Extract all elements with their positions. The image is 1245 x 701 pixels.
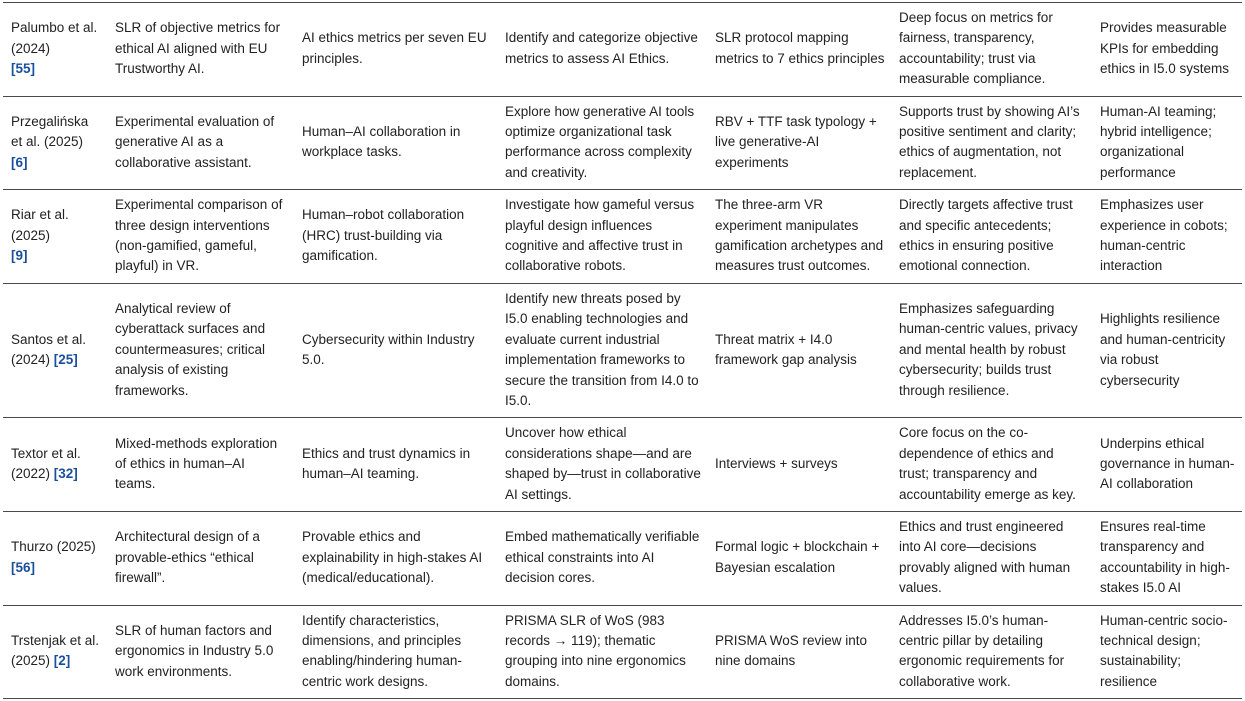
objective-cell: Identify and categorize objective metrics to assess AI Ethics. [497,3,707,97]
study-author: Przegalińska et al. (2025) [11,113,89,150]
relevance-cell: Ensures real-time transparency and accountability in high-stakes I5.0 AI [1092,511,1242,605]
study-author: Textor et al. (2022) [11,445,81,482]
objective-cell: Identify new threats posed by I5.0 enabling technologies and evaluate current industrial implementation frameworks to secure the transition from I4.0 to I5.0. [497,283,707,417]
design-cell: Analytical review of cyberattack surfaces and countermeasures; critical analysis of existing frameworks. [107,283,294,417]
relevance-cell: Highlights resilience and human-centricity via robust cybersecurity [1092,283,1242,417]
study-cell [3,511,107,605]
table-row [3,283,1242,417]
reference-link[interactable]: [32] [53,466,78,482]
relevance-cell: Emphasizes user experience in cobots; human-centric interaction [1092,190,1242,284]
contribution-cell: Deep focus on metrics for fairness, transparency, accountability; trust via measurable compliance. [891,3,1092,97]
table-row [3,190,1242,284]
relevance-cell: Provides measurable KPIs for embedding ethics in I5.0 systems [1092,3,1242,97]
table-row [3,418,1242,512]
contribution-cell: Core focus on the co-dependence of ethics and trust; transparency and accountability emerge as key. [891,418,1092,512]
method-cell: RBV + TTF task typology + live generative-AI experiments [707,96,891,190]
method-cell: SLR protocol mapping metrics to 7 ethics principles [707,3,891,97]
design-cell: SLR of objective metrics for ethical AI aligned with EU Trustworthy AI. [107,3,294,97]
study-cell [3,96,107,190]
reference-link[interactable]: [6] [11,154,28,170]
study-author: Riar et al. (2025) [11,207,69,243]
study-cell [3,3,107,97]
study-cell [3,190,107,284]
design-cell: Experimental evaluation of generative AI as a collaborative assistant. [107,96,294,190]
objective-cell: Embed mathematically verifiable ethical constraints into AI decision cores. [497,511,707,605]
study-cell [3,283,107,417]
table-row [3,3,1242,97]
focus-cell: Ethics and trust dynamics in human–AI teaming. [294,418,497,512]
study-author: Trstenjak et al. (2025) [11,632,100,669]
table-row [3,96,1242,190]
method-cell: Threat matrix + I4.0 framework gap analysis [707,283,891,417]
method-cell: Interviews + surveys [707,418,891,512]
reference-link[interactable]: [55] [11,61,36,77]
design-cell: SLR of human factors and ergonomics in Industry 5.0 work environments. [107,605,294,699]
contribution-cell: Directly targets affective trust and specific antecedents; ethics in ensuring positive emotional connection. [891,190,1092,284]
objective-cell: Explore how generative AI tools optimize organizational task performance across complexity and creativity. [497,96,707,190]
table-row [3,511,1242,605]
study-cell [3,605,107,699]
focus-cell: Cybersecurity within Industry 5.0. [294,283,497,417]
table-row [3,605,1242,699]
focus-cell: Provable ethics and explainability in high-stakes AI (medical/educational). [294,511,497,605]
focus-cell: Human–AI collaboration in workplace tasks. [294,96,497,190]
design-cell: Architectural design of a provable-ethics “ethical firewall”. [107,511,294,605]
focus-cell: Human–robot collaboration (HRC) trust-building via gamification. [294,190,497,284]
contribution-cell: Addresses I5.0’s human-centric pillar by detailing ergonomic requirements for collaborative work. [891,605,1092,699]
study-author: Thurzo (2025) [11,539,96,555]
relevance-cell: Human-AI teaming; hybrid intelligence; organizational performance [1092,96,1242,190]
reference-link[interactable]: [56] [11,559,36,575]
method-cell: Formal logic + blockchain + Bayesian escalation [707,511,891,605]
contribution-cell: Supports trust by showing AI’s positive sentiment and clarity; ethics of augmentation, not replacement. [891,96,1092,190]
method-cell: PRISMA WoS review into nine domains [707,605,891,699]
literature-table [3,2,1242,699]
design-cell: Experimental comparison of three design interventions (non-gamified, gameful, playful) in VR. [107,190,294,284]
contribution-cell: Emphasizes safeguarding human-centric values, privacy and mental health by robust cybersecurity; builds trust through resilience. [891,283,1092,417]
reference-link[interactable]: [9] [11,248,28,264]
objective-cell: Investigate how gameful versus playful design influences cognitive and affective trust in collaborative robots. [497,190,707,284]
focus-cell: Identify characteristics, dimensions, and principles enabling/hindering human-centric work designs. [294,605,497,699]
contribution-cell: Ethics and trust engineered into AI core—decisions provably aligned with human values. [891,511,1092,605]
design-cell: Mixed-methods exploration of ethics in human–AI teams. [107,418,294,512]
study-author: Santos et al. (2024) [11,331,87,368]
focus-cell: AI ethics metrics per seven EU principles. [294,3,497,97]
objective-cell: PRISMA SLR of WoS (983 records → 119); thematic grouping into nine ergonomics domains. [497,605,707,699]
reference-link[interactable]: [2] [53,653,71,669]
reference-link[interactable]: [25] [53,352,78,368]
study-cell [3,418,107,512]
relevance-cell: Human-centric socio-technical design; sustainability; resilience [1092,605,1242,699]
method-cell: The three-arm VR experiment manipulates gamification archetypes and measures trust outcomes. [707,190,891,284]
relevance-cell: Underpins ethical governance in human-AI collaboration [1092,418,1242,512]
study-author: Palumbo et al. (2024) [11,20,98,56]
objective-cell: Uncover how ethical considerations shape—and are shaped by—trust in collaborative AI settings. [497,418,707,512]
